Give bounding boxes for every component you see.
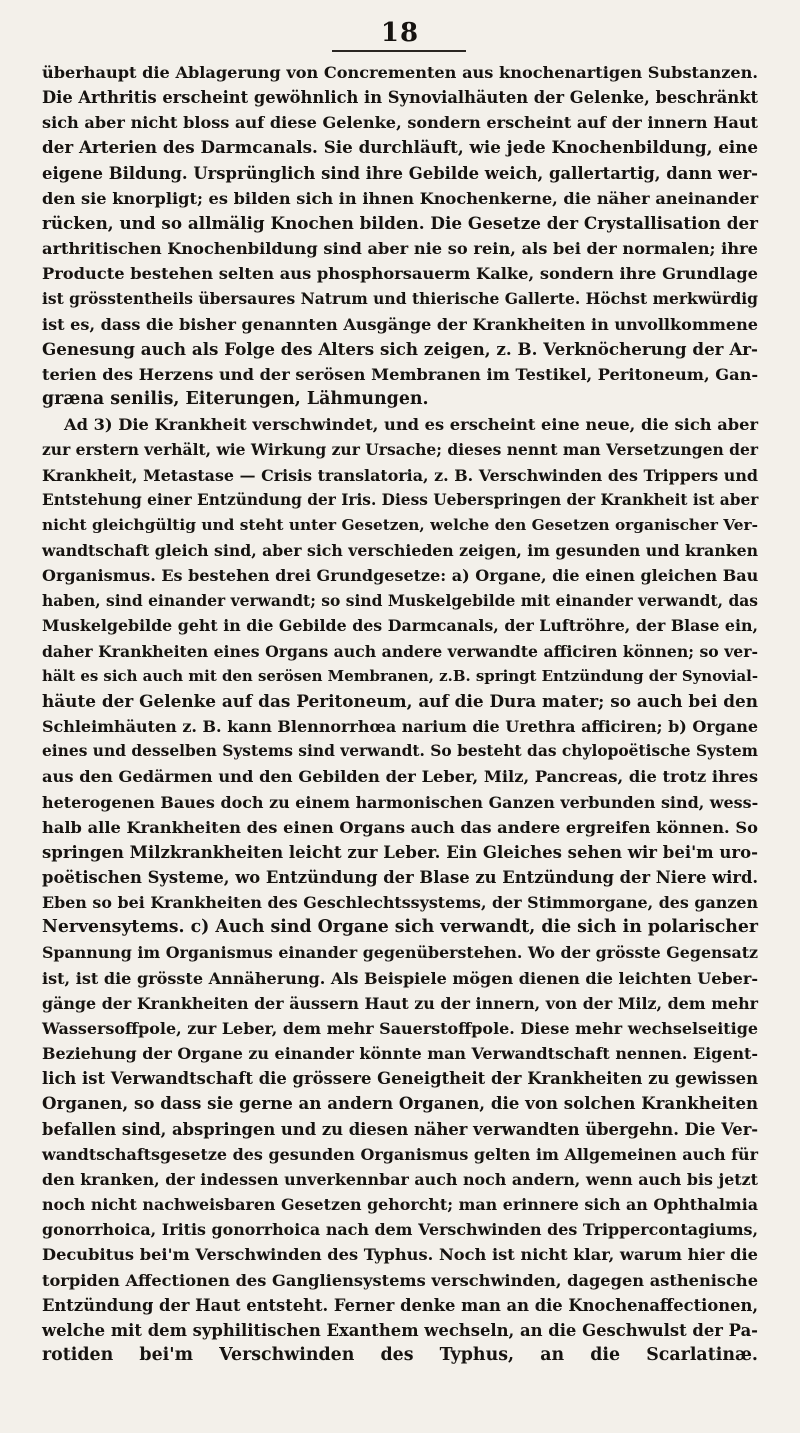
text-line: Ad 3) Die Krankheit verschwindet, und es erscheint eine neue, die sich aber	[64, 415, 759, 435]
text-line: wandtschaftsgesetze des gesunden Organismus gelten im Allgemeinen auch für	[42, 1144, 758, 1164]
text-line: den kranken, der indessen unverkennbar auch noch andern, wenn auch bis jetzt	[42, 1169, 758, 1189]
text-line: Entzündung der Haut entsteht. Ferner denke man an die Knochenaffectionen,	[42, 1295, 758, 1315]
text-line: gänge der Krankheiten der äussern Haut zu der innern, von der Milz, dem mehr	[42, 993, 758, 1013]
page-number: 18	[380, 18, 420, 48]
text-line: nicht gleichgültig und steht unter Gesetzen, welche den Gesetzen organischer Ver-	[42, 515, 758, 534]
text-line: welche mit dem syphilitischen Exanthem wechseln, an die Geschwulst der Pa-	[42, 1320, 758, 1340]
header-rule	[332, 50, 466, 52]
text-line: befallen sind, abspringen und zu diesen näher verwandten übergehn. Die Ver-	[42, 1119, 759, 1139]
text-line: haben, sind einander verwandt; so sind Muskelgebilde mit einander verwandt, das	[42, 591, 759, 611]
text-line: terien des Herzens und der serösen Membranen im Testikel, Peritoneum, Gan-	[42, 364, 759, 384]
text-line: torpiden Affectionen des Gangliensystems verschwinden, dagegen asthenische	[42, 1270, 759, 1290]
text-line: Decubitus bei'm Verschwinden des Typhus. Noch ist nicht klar, warum hier die	[42, 1245, 758, 1265]
text-line: Spannung im Organismus einander gegenüberstehen. Wo der grösste Gegensatz	[42, 943, 758, 963]
text-line: Wassersoffpole, zur Leber, dem mehr Sauerstoffpole. Diese mehr wechselseitige	[42, 1018, 759, 1038]
text-line: häute der Gelenke auf das Peritoneum, auf die Dura mater; so auch bei den	[42, 690, 758, 711]
text-line: Nervensytems. c) Auch sind Organe sich verwandt, die sich in polarischer	[42, 917, 758, 938]
text-line: arthritischen Knochenbildung sind aber nie so rein, als bei der normalen; ihre	[42, 239, 758, 259]
text-line: der Arterien des Darmcanals. Sie durchläuft, wie jede Knochenbildung, eine	[42, 137, 758, 158]
text-line: Organen, so dass sie gerne an andern Organen, die von solchen Krankheiten	[42, 1093, 759, 1114]
text-line: ist, ist die grösste Annäherung. Als Beispiele mögen dienen die leichten Ueber-	[42, 968, 758, 988]
body-text	[42, 60, 758, 1368]
text-line: Schleimhäuten z. B. kann Blennorrhœa narium die Urethra afficiren; b) Organe	[42, 717, 758, 737]
text-line: hält es sich auch mit den serösen Membranen, z.B. springt Entzündung der Synovial-	[42, 666, 759, 685]
text-line: Entstehung einer Entzündung der Iris. Diess Ueberspringen der Krankheit ist aber	[42, 490, 759, 509]
text-line: græna senilis, Eiterungen, Lähmungen.	[42, 389, 429, 410]
text-line: zur erstern verhält, wie Wirkung zur Ursache; dieses nennt man Versetzungen der	[42, 440, 758, 460]
text-line: Krankheit, Metastase — Crisis translatoria, z. B. Verschwinden des Trippers und	[42, 465, 758, 485]
text-line: Die Arthritis erscheint gewöhnlich in Synovialhäuten der Gelenke, beschränkt	[42, 88, 759, 108]
text-line: Genesung auch als Folge des Alters sich zeigen, z. B. Verknöcherung der Ar-	[42, 338, 758, 359]
text-line: wandtschaft gleich sind, aber sich verschieden zeigen, im gesunden und kranken	[42, 540, 758, 560]
text-line: ist grösstentheils übersaures Natrum und thierische Gallerte. Höchst merkwürdig	[42, 289, 758, 309]
text-line: halb alle Krankheiten des einen Organs auch das andere ergreifen können. So	[42, 817, 758, 837]
text-line: eigene Bildung. Ursprünglich sind ihre Gebilde weich, gallertartig, dann wer-	[42, 163, 758, 183]
text-line: springen Milzkrankheiten leicht zur Leber. Ein Gleiches sehen wir bei'm uro-	[42, 841, 758, 862]
text-line: Beziehung der Organe zu einander könnte man Verwandtschaft nennen. Eigent-	[42, 1044, 758, 1064]
text-line: gonorrhoica, Iritis gonorrhoica nach dem Verschwinden des Trippercontagiums,	[42, 1220, 758, 1240]
text-line: den sie knorpligt; es bilden sich in ihnen Knochenkerne, die näher aneinander	[42, 188, 759, 208]
text-line: rotiden bei'm Verschwinden des Typhus, an die Scarlatinæ.	[42, 1344, 758, 1365]
text-line: Organismus. Es bestehen drei Grundgesetze: a) Organe, die einen gleichen Bau	[42, 566, 759, 586]
text-line: heterogenen Baues doch zu einem harmonischen Ganzen verbunden sind, wess-	[42, 792, 759, 812]
text-line: poëtischen Systeme, wo Entzündung der Blase zu Entzündung der Niere wird.	[42, 868, 759, 887]
text-line: überhaupt die Ablagerung von Concrementen aus knochenartigen Substanzen.	[42, 63, 758, 82]
text-line: noch nicht nachweisbaren Gesetzen gehorcht; man erinnere sich an Ophthalmia	[42, 1195, 758, 1215]
text-line: rücken, und so allmälig Knochen bilden. Die Gesetze der Crystallisation der	[42, 212, 758, 233]
text-line: ist es, dass die bisher genannten Ausgänge der Krankheiten in unvollkommene	[42, 314, 758, 334]
text-line: lich ist Verwandtschaft die grössere Geneigtheit der Krankheiten zu gewissen	[42, 1069, 758, 1089]
text-line: Muskelgebilde geht in die Gebilde des Darmcanals, der Luftröhre, der Blase ein,	[42, 616, 758, 636]
text-line: Eben so bei Krankheiten des Geschlechtssystems, der Stimmorgane, des ganzen	[42, 893, 758, 913]
text-line: aus den Gedärmen und den Gebilden der Leber, Milz, Pancreas, die trotz ihres	[42, 767, 758, 787]
text-line: Producte bestehen selten aus phosphorsauerm Kalke, sondern ihre Grundlage	[42, 264, 758, 284]
text-line: sich aber nicht bloss auf diese Gelenke, sondern erscheint auf der innern Haut	[42, 113, 758, 133]
text-line: daher Krankheiten eines Organs auch andere verwandte afficiren können; so ver-	[42, 641, 758, 661]
text-line: eines und desselben Systems sind verwandt. So besteht das chylopoëtische System	[42, 742, 758, 761]
